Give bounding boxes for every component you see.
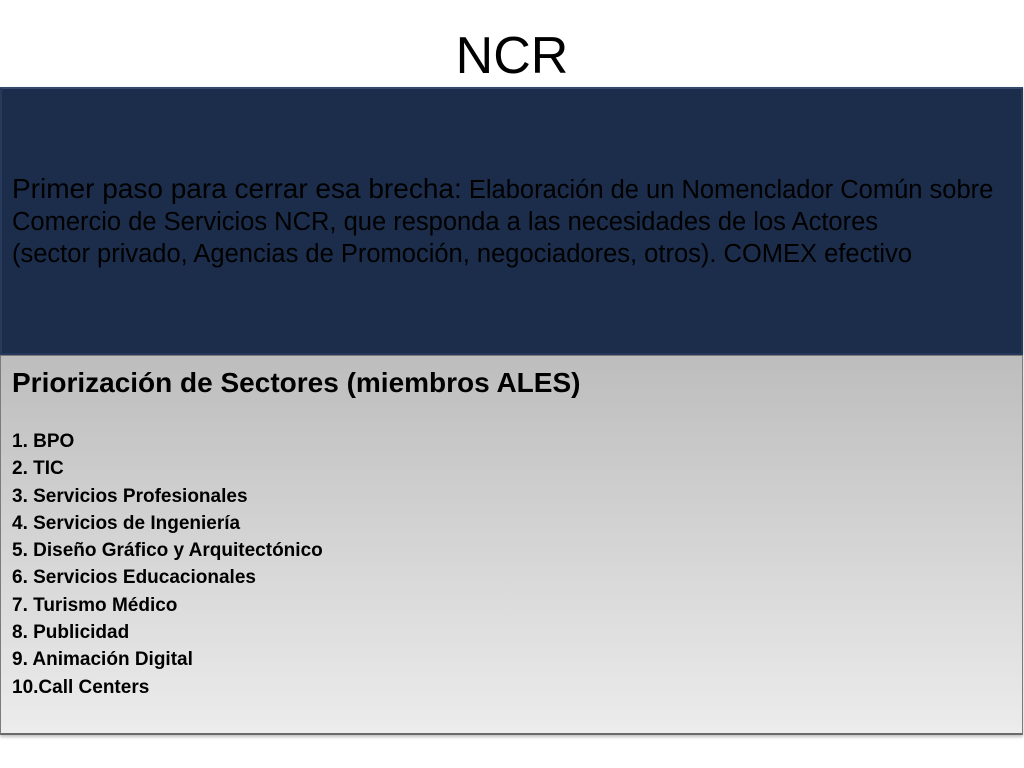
priorities-heading: Priorización de Sectores (miembros ALES)	[12, 367, 581, 398]
intro-text: (sector privado, Agencias de Promoción, negociadores, otros). COMEX efectivo	[12, 239, 913, 268]
intro-lead: Primer paso para cerrar esa brecha:	[12, 172, 462, 204]
list-item: 1. BPO	[12, 431, 75, 452]
list-item: 2. TIC	[12, 458, 64, 480]
intro-line-3	[12, 238, 1021, 270]
list-item: 6. Servicios Educacionales	[12, 567, 256, 589]
list-item: 7. Turismo Médico	[12, 594, 178, 616]
intro-box	[0, 87, 1023, 355]
priorities-list	[12, 428, 1011, 701]
intro-line-2	[12, 206, 1021, 238]
intro-text: Comercio de Servicios NCR, que responda a las necesidades de los Actores	[12, 207, 879, 236]
list-item: 9. Animación Digital	[12, 649, 193, 671]
list-item: 5. Diseño Gráfico y Arquitectónico	[12, 540, 323, 562]
intro-text: Elaboración de un Nomenclador Común sobre	[468, 175, 994, 204]
list-item: 10.Call Centers	[12, 676, 150, 698]
priorities-box	[0, 355, 1023, 735]
list-item: 3. Servicios Profesionales	[12, 485, 248, 507]
slide-title: NCR	[455, 27, 569, 85]
list-item: 4. Servicios de Ingeniería	[12, 512, 241, 534]
intro-line-1	[12, 173, 1021, 206]
list-item: 8. Publicidad	[12, 622, 130, 644]
